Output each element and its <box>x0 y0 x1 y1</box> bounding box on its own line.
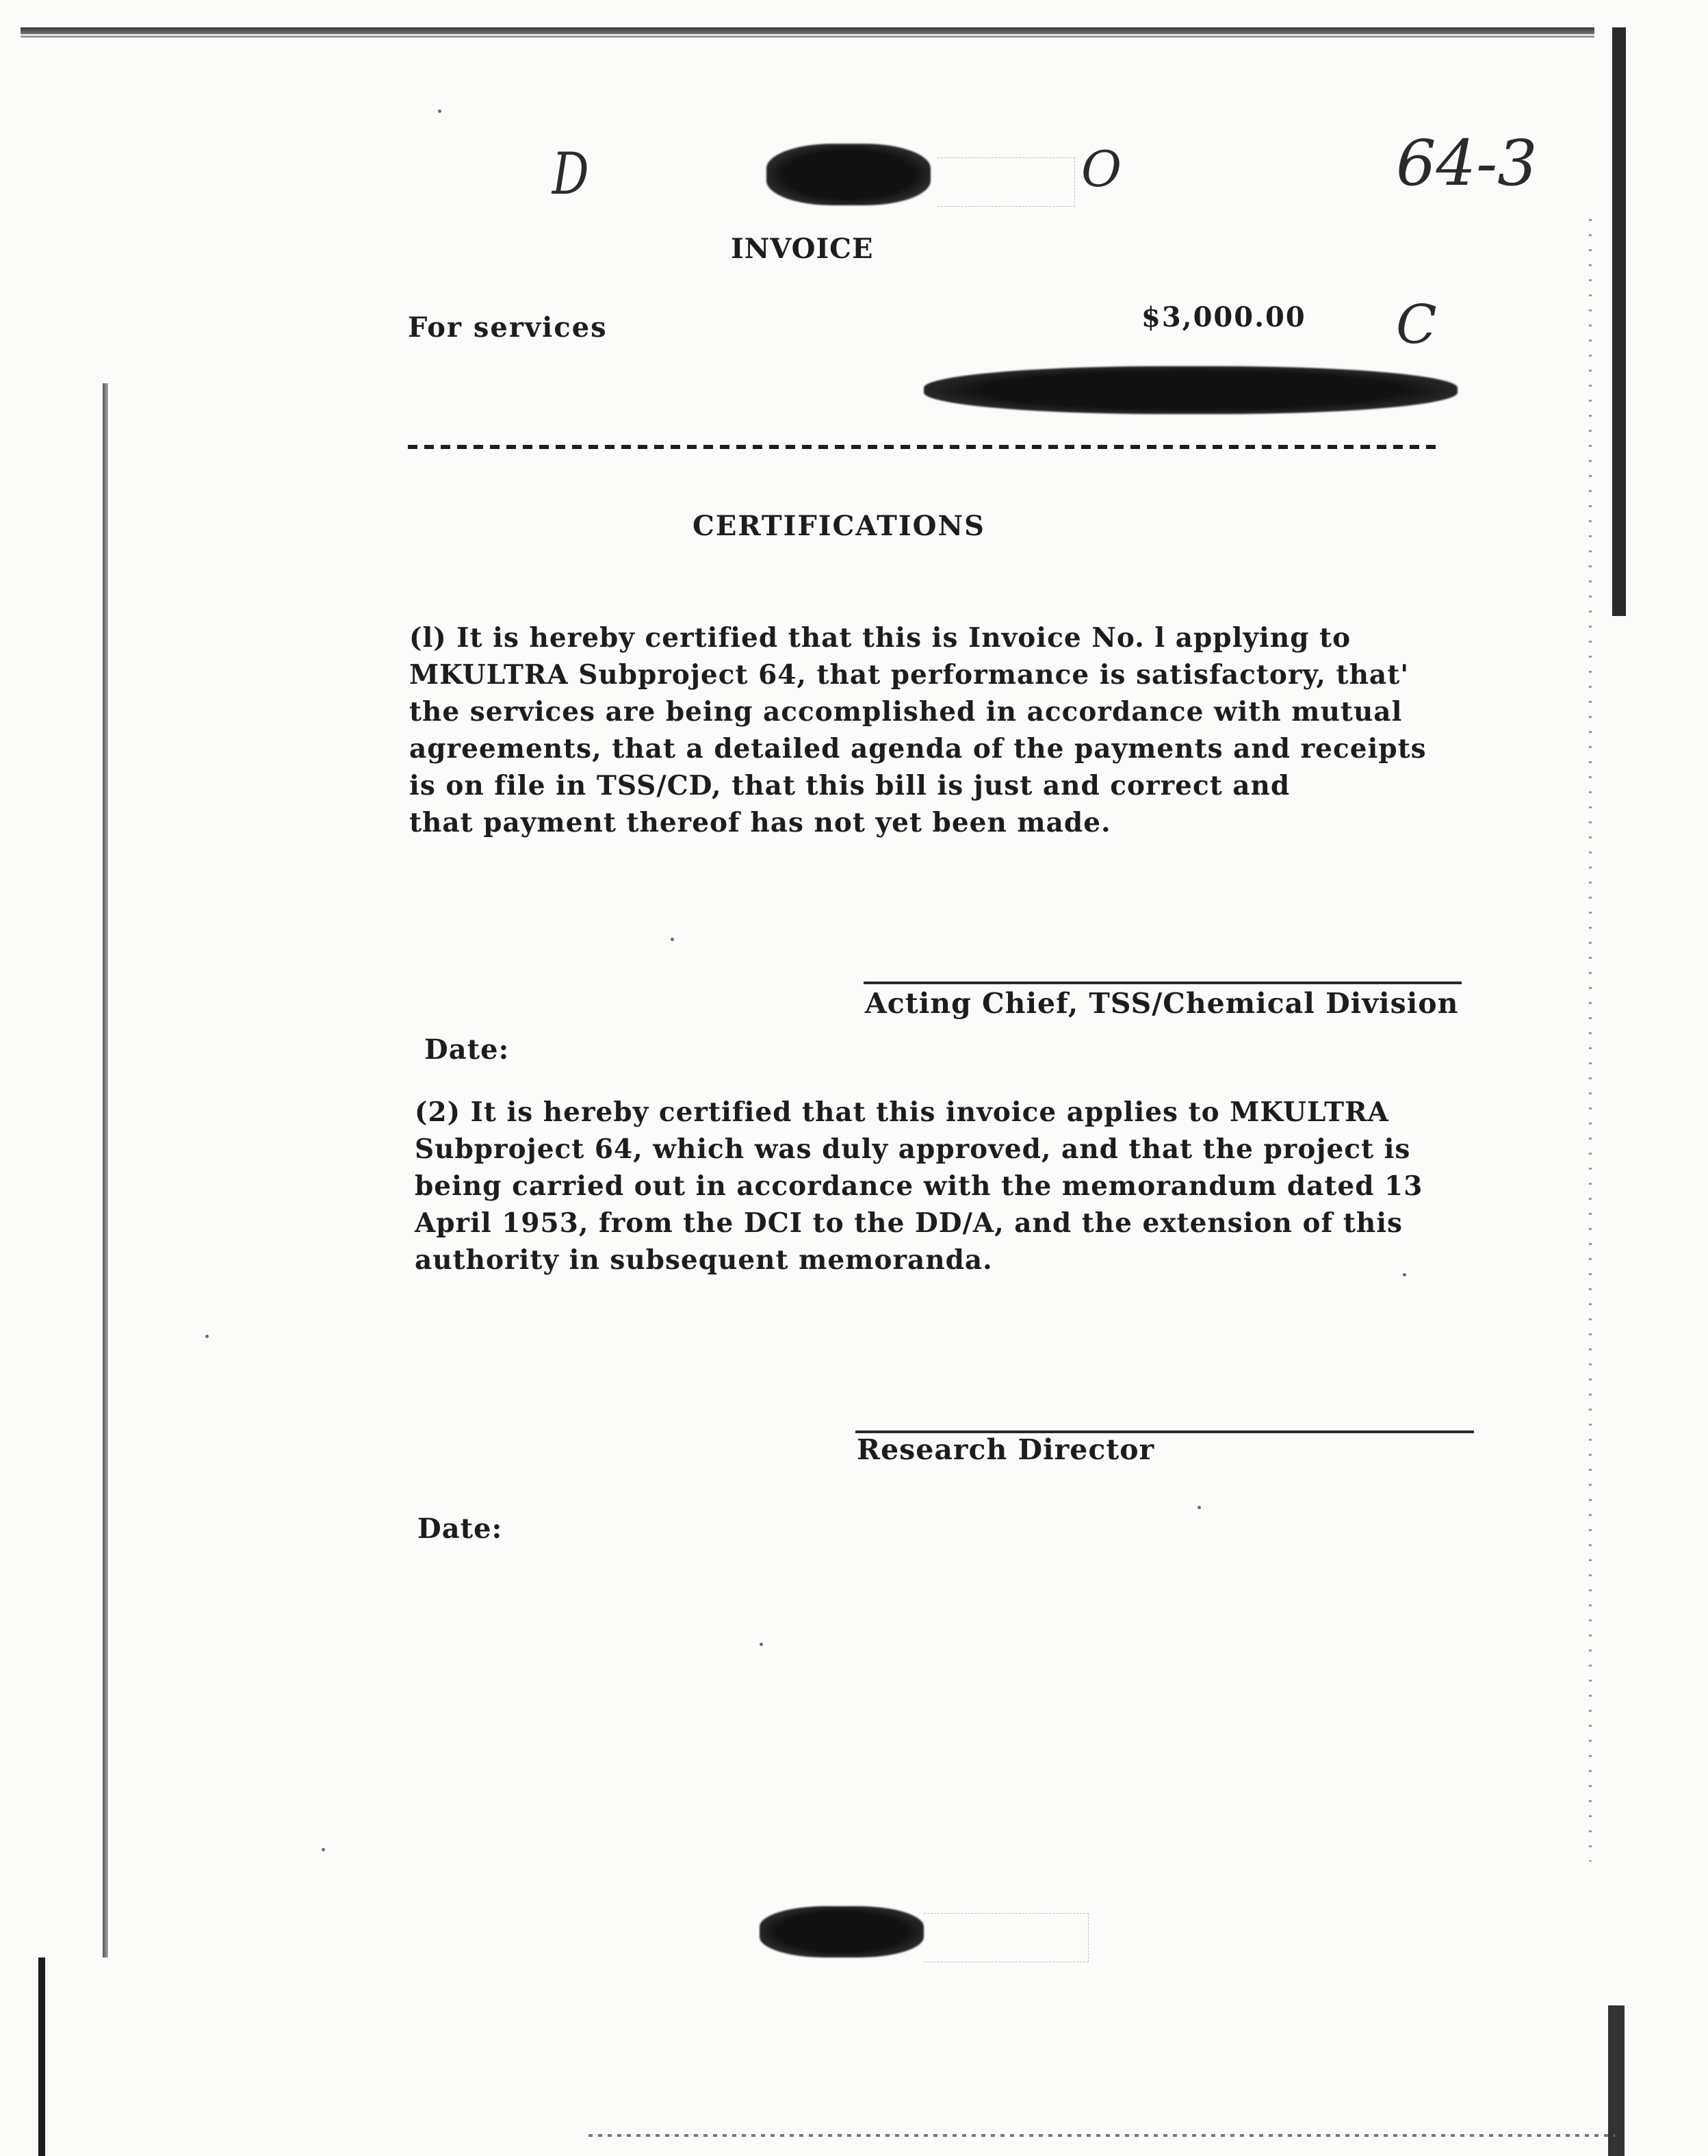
scan-edge-bottom <box>588 2134 1615 2137</box>
scan-speck <box>671 938 674 941</box>
paragraph-line: (2) It is hereby certified that this invoice applies to MKULTRA <box>415 1096 1389 1128</box>
scan-speck <box>1403 1273 1406 1276</box>
certification-paragraph-1 <box>409 619 1427 841</box>
paragraph-line: being carried out in accordance with the memorandum dated 13 <box>415 1170 1423 1202</box>
scan-speck <box>760 1643 763 1646</box>
paragraph-line: is on file in TSS/CD, that this bill is just and correct and <box>409 770 1291 801</box>
certifications-title: CERTIFICATIONS <box>693 510 985 542</box>
redaction-top <box>766 144 931 205</box>
scan-speck <box>205 1335 209 1338</box>
paragraph-line: authority in subsequent memoranda. <box>415 1244 993 1276</box>
scan-speck <box>438 110 441 113</box>
paragraph-line: MKULTRA Subproject 64, that performance is satisfactory, that' <box>409 659 1410 691</box>
scan-edge-right <box>1612 27 1626 616</box>
scan-edge-top <box>21 27 1594 34</box>
redaction-box-bottom <box>924 1913 1089 1962</box>
service-label: For services <box>408 311 608 344</box>
invoice-title: INVOICE <box>731 233 874 265</box>
paragraph-line: Subproject 64, which was duly approved, and that the project is <box>415 1133 1411 1165</box>
signature-title-1: Acting Chief, TSS/Chemical Division <box>865 987 1459 1020</box>
paragraph-line: the services are being accomplished in accordance with mutual <box>409 696 1403 728</box>
paragraph-line: agreements, that a detailed agenda of the payments and receipts <box>409 733 1427 765</box>
scan-edge-top-line <box>21 36 1594 38</box>
certification-paragraph-2 <box>415 1094 1423 1279</box>
signature-line-1 <box>864 981 1462 984</box>
scan-noise-right <box>1589 219 1592 1862</box>
date-label-1: Date: <box>424 1034 510 1066</box>
date-label-2: Date: <box>417 1513 503 1545</box>
invoice-amount: $3,000.00 <box>1141 301 1306 333</box>
scan-speck <box>322 1848 325 1851</box>
handwritten-mark-c: C <box>1396 294 1437 356</box>
paragraph-line: (l) It is hereby certified that this is Invoice No. l applying to <box>409 622 1351 654</box>
scan-speck <box>1198 1506 1201 1509</box>
handwritten-document-number: 64-3 <box>1396 127 1538 200</box>
paragraph-line: April 1953, from the DCI to the DD/A, and the extension of this <box>415 1207 1403 1239</box>
scan-edge-left <box>103 383 108 1958</box>
signature-title-2: Research Director <box>857 1433 1155 1466</box>
redaction-middle <box>924 366 1458 414</box>
handwritten-mark-o: O <box>1081 140 1122 198</box>
dashed-separator <box>408 445 1440 449</box>
redaction-bottom <box>760 1906 924 1958</box>
scan-edge-left-bottom <box>38 1958 45 2156</box>
paragraph-line: that payment thereof has not yet been made. <box>409 807 1111 838</box>
handwritten-mark-d: D <box>552 140 589 207</box>
redaction-box-top <box>937 157 1075 207</box>
scan-edge-right-bottom <box>1608 2005 1625 2156</box>
